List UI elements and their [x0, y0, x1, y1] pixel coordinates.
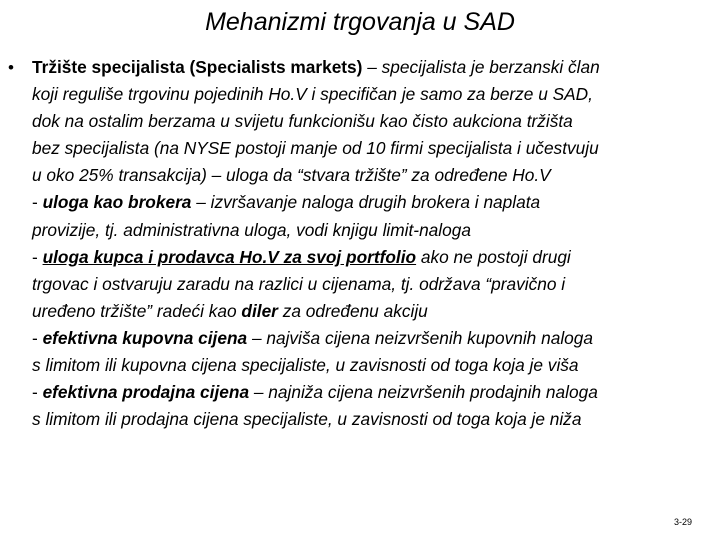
body-text: – najniža cijena neizvršenih prodajnih naloga: [249, 382, 598, 403]
term-buyer-seller-role: uloga kupca i prodavca Ho.V za svoj portfolio: [42, 246, 417, 267]
body-text: u oko 25% transakcija) – uloga da “stvara tržište” za određene Ho.V: [32, 165, 551, 186]
body-text: dok na ostalim berzama u svijetu funkcionišu kao čisto aukciona tržišta: [32, 111, 573, 132]
body-text: – specijalista je berzanski član: [362, 57, 600, 77]
body-text: bez specijalista (na NYSE postoji manje od 10 firmi specijalista i učestvuju: [32, 138, 599, 159]
term-specialists-market: Tržište specijalista (Specialists markets): [32, 57, 363, 77]
term-effective-bid: efektivna kupovna cijena: [42, 327, 248, 348]
slide-title: Mehanizmi trgovanja u SAD: [205, 8, 515, 36]
body-text: s limitom ili kupovna cijena specijaliste, u zavisnosti od toga koja je viša: [32, 355, 579, 376]
body-text: – izvršavanje naloga drugih brokera i naplata: [191, 192, 541, 213]
dash-marker: -: [32, 246, 43, 267]
body-text: trgovac i ostvaruju zaradu na razlici u cijenama, tj. održava “pravično i: [32, 273, 566, 294]
page-number: 3-29: [674, 517, 693, 527]
dash-marker: -: [32, 382, 43, 403]
body-text: za određenu akciju: [277, 300, 428, 321]
body-line: [32, 54, 716, 81]
body-text: koji reguliše trgovinu pojedinih Ho.V i specifičan je samo za berze u SAD,: [32, 84, 593, 105]
body-text: – najviša cijena neizvršenih kupovnih naloga: [247, 327, 593, 348]
body-line: [32, 217, 716, 244]
bullet-body: [32, 54, 716, 433]
term-broker-role: uloga kao brokera: [42, 192, 192, 213]
body-line: [32, 244, 716, 271]
body-line: [32, 81, 716, 108]
body-line: [32, 298, 716, 325]
body-line: [32, 406, 716, 433]
body-line: [32, 162, 716, 189]
body-line: [32, 325, 716, 352]
term-dealer: diler: [241, 300, 278, 321]
body-line: [32, 108, 716, 135]
body-text: uređeno tržište” radeći kao: [32, 300, 242, 321]
body-text: ako ne postoji drugi: [416, 246, 571, 267]
body-line: [32, 189, 716, 216]
bullet-icon: •: [8, 58, 14, 77]
body-line: [32, 352, 716, 379]
body-text: provizije, tj. administrativna uloga, vodi knjigu limit-naloga: [32, 219, 471, 240]
term-effective-ask: efektivna prodajna cijena: [42, 382, 250, 403]
body-line: [32, 135, 716, 162]
body-line: [32, 379, 716, 406]
dash-marker: -: [32, 327, 43, 348]
body-line: [32, 271, 716, 298]
dash-marker: -: [32, 192, 43, 213]
body-text: s limitom ili prodajna cijena specijaliste, u zavisnosti od toga koja je niža: [32, 409, 582, 430]
